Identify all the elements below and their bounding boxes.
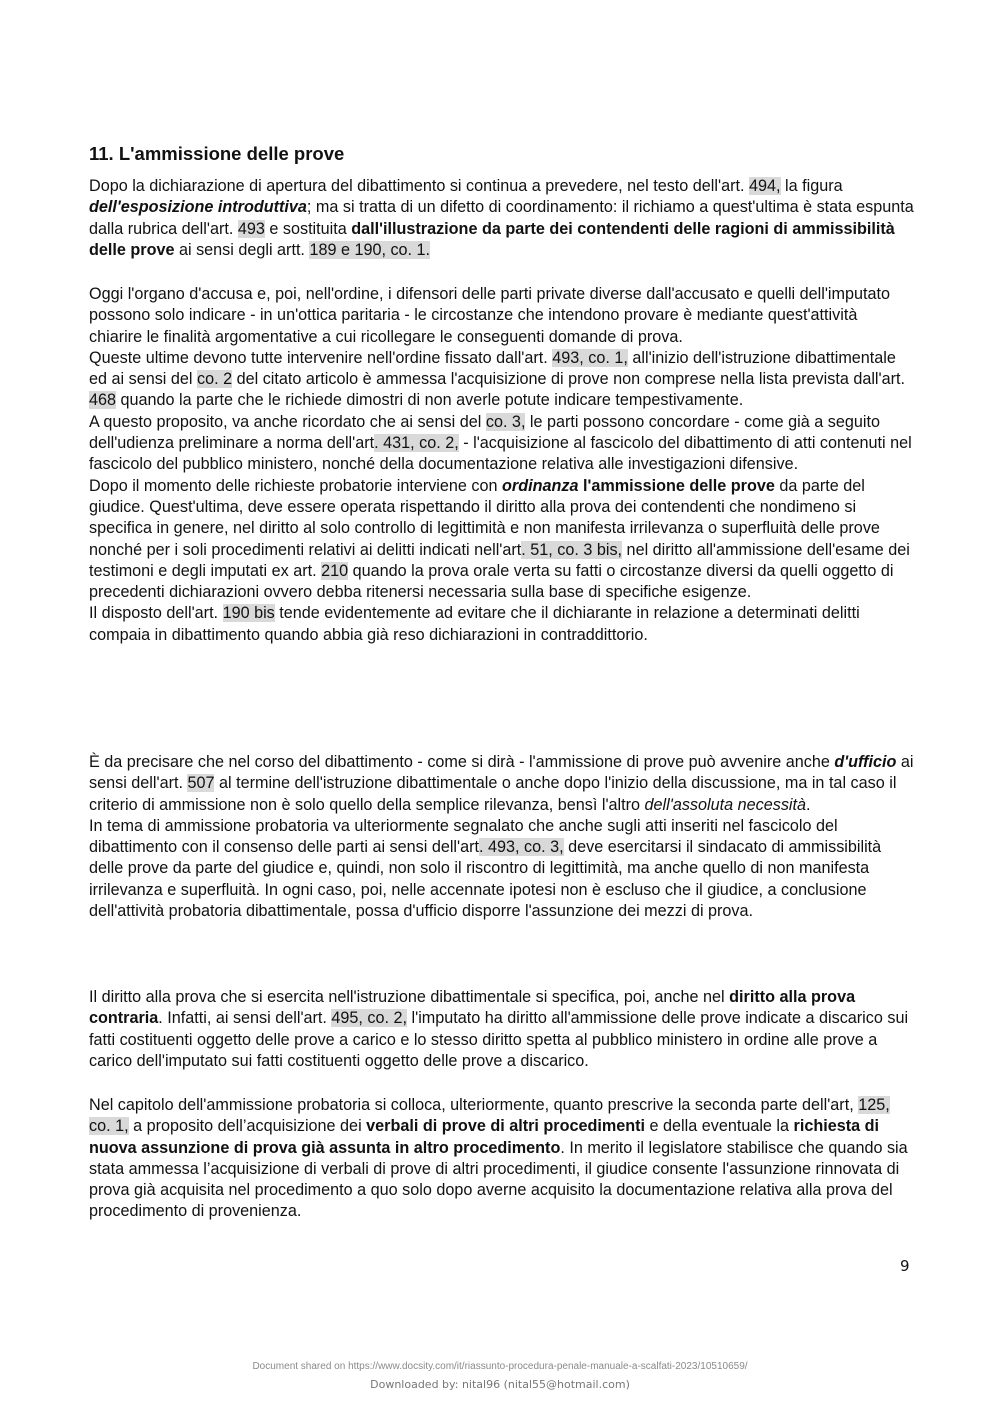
paragraph-2: Oggi l'organo d'accusa e, poi, nell'ordine, i difensori delle parti private diverse dall'accusato e quelli dell'imputato possono solo indicare - in un'ottica paritaria - le circostanze che intendono provare è mediante quest'attività chiarire le finalità argomentative a cui ricollegare le conseguenti domande di prova. — [89, 285, 891, 346]
article-reference: 210 — [321, 561, 349, 580]
article-reference: 493 — [237, 219, 265, 238]
article-reference: co. 2 — [197, 370, 233, 389]
article-reference: 189 e 190, co. 1. — [309, 240, 431, 259]
article-reference: 495, co. 2, — [331, 1009, 408, 1028]
article-reference: 125, co. 1, — [89, 1096, 890, 1136]
article-reference: . 51, co. 3 bis, — [521, 540, 623, 559]
body-text — [89, 284, 914, 646]
section-heading: 11. L'ammissione delle prove — [89, 143, 345, 164]
paragraph-3: Queste ultime devono tutte intervenire nell'ordine fissato dall'art. 493, co. 1, all'inizio dell'istruzione dibattimentale ed ai sensi del co. 2 del citato articolo è ammessa l'acquisizione di prove non comprese nella lista prevista dall'art. 468 quando la parte che le richiede dimostri di non averle potute indicare tempestivamente. — [89, 348, 906, 410]
article-reference: . 493, co. 3, — [479, 838, 564, 857]
article-reference: 494, — [748, 177, 781, 195]
paragraph-5: Dopo il momento delle richieste probatorie interviene con ordinanza l'ammissione delle prove da parte del giudice. Quest'ultima, deve essere operata rispettando il diritto alla prova dei contendenti che nondimeno si specifica in genere, nel diritto al solo controllo di legittimità e non manifesta irrilevanza o superfluità delle prove nonché per i soli procedimenti relativi ai delitti indicati nell'art. 51, co. 3 bis, nel diritto all'ammissione dell'esame dei testimoni e degli imputati ex art. 210 quando la prova orale verta su fatti o circostanze diversi da quelli oggetto di precedenti dichiarazioni ovvero debba ritenersi necessaria sulla base di specifiche esigenze. — [89, 476, 910, 602]
paragraph-9: Il diritto alla prova che si esercita nell'istruzione dibattimentale si specifica, poi, anche nel diritto alla prova contraria. Infatti, ai sensi dell'art. 495, co. 2, l'imputato ha diritto all'ammissione delle prove indicate a discarico sui fatti costituenti oggetto delle prove a carico e lo stesso diritto spetta al pubblico ministero in ordine alle prove a carico dell'imputato sui fatti costituenti oggetto delle prove a discarico. — [89, 988, 909, 1070]
paragraph-8: In tema di ammissione probatoria va ulteriormente segnalato che anche sugli atti inseriti nel fascicolo del dibattimento con il consenso delle parti ai sensi dell'art. 493, co. 3, deve esercitarsi il sindacato di ammissibilità delle prove da parte del giudice e, quindi, non solo il riscontro di legittimità, ma anche quello di non manifesta irrilevanza e superfluità. In ogni caso, poi, nelle accennate ipotesi non è escluso che il giudice, a conclusione dell'attività probatoria dibattimentale, possa d'ufficio disporre l'assunzione dei mezzi di prova. — [89, 816, 882, 921]
paragraph-6: Il disposto dell'art. 190 bis tende evidentemente ad evitare che il dichiarante in relazione a determinati delitti compaia in dibattimento quando abbia già reso dichiarazioni in contraddittorio. — [89, 604, 860, 644]
paragraph-7: È da precisare che nel corso del dibattimento - come si dirà - l'ammissione di prove può avvenire anche d'ufficio ai sensi dell'art. 507 al termine dell'istruzione dibattimentale o anche dopo l'inizio della discussione, ma in tal caso il criterio di ammissione non è solo quello della semplice rilevanza, bensì l'altro dell'assoluta necessità. — [89, 753, 914, 814]
footer-shared-link[interactable]: Document shared on https://www.docsity.com/it/riassunto-procedura-penale-manuale-a-scalfati-2023/10510659/ — [252, 1361, 748, 1372]
article-reference: 493, co. 1, — [552, 348, 628, 367]
footer-downloaded-by: Downloaded by: nital96 (nital55@hotmail.com) — [370, 1378, 630, 1391]
page-number: 9 — [900, 1257, 910, 1275]
article-reference: . 431, co. 2, — [374, 434, 459, 453]
article-reference: co. 3, — [485, 412, 526, 431]
article-reference: 190 bis — [222, 604, 275, 623]
article-reference: 507 — [187, 774, 215, 793]
article-reference: 468 — [89, 391, 117, 410]
paragraph-1: Dopo la dichiarazione di apertura del dibattimento si continua a prevedere, nel testo dell'art. 494, la figura dell'esposizione introduttiva; ma si tratta di un difetto di coordinamento: il richiamo a quest'ultima è stata espunta dalla rubrica dell'art. 493 e sostituita dall'illustrazione da parte dei contendenti delle ragioni di ammissibilità delle prove ai sensi degli artt. 189 e 190, co. 1. — [89, 177, 914, 259]
body-text — [89, 752, 914, 922]
paragraph-10: Nel capitolo dell'ammissione probatoria si colloca, ulteriormente, quanto prescrive la seconda parte dell'art, 125, co. 1, a proposito dell’acquisizione dei verbali di prove di altri procedimenti e della eventuale la richiesta di nuova assunzione di prova già assunta in altro procedimento. In merito il legislatore stabilisce che quando sia stata ammessa l’acquisizione di verbali di prove di altri procedimenti, il giudice consente l'assunzione rinnovata di prova già acquisita nel procedimento a quo solo dopo averne acquisito la documentazione relativa alla prova del procedimento di provenienza. — [89, 1096, 908, 1221]
paragraph-4: A questo proposito, va anche ricordato che ai sensi del co. 3, le parti possono concordare - come già a seguito dell'udienza preliminare a norma dell'art. 431, co. 2, - l'acquisizione al fascicolo del dibattimento di atti contenuti nel fascicolo del pubblico ministero, nonché della documentazione relativa alle investigazioni difensive. — [89, 412, 912, 474]
